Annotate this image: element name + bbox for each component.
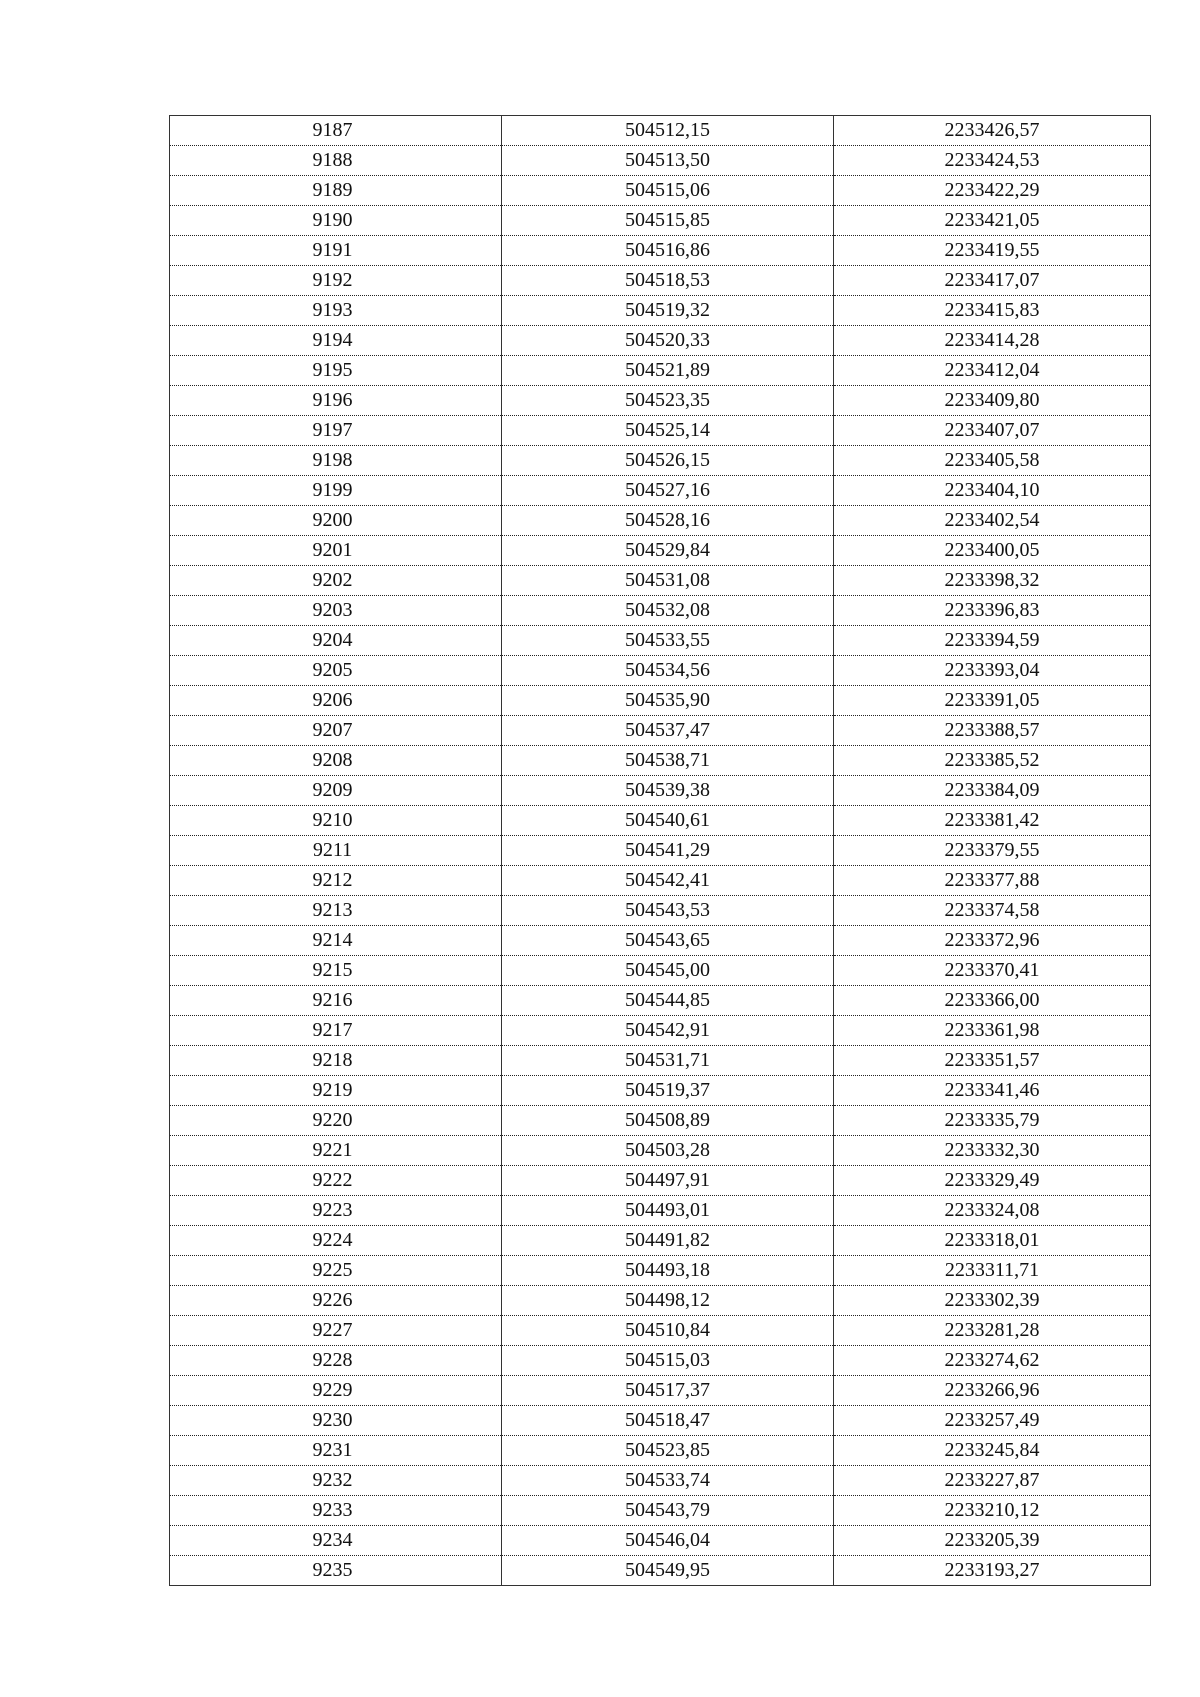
point-number-cell: 9220 [170, 1106, 502, 1136]
y-coordinate-cell: 2233311,71 [834, 1256, 1151, 1286]
point-number-cell: 9193 [170, 296, 502, 326]
y-coordinate-cell: 2233377,88 [834, 866, 1151, 896]
point-number-cell: 9194 [170, 326, 502, 356]
table-row [170, 176, 1151, 206]
y-coordinate-cell: 2233281,28 [834, 1316, 1151, 1346]
table-row [170, 806, 1151, 836]
table-row [170, 626, 1151, 656]
y-coordinate-cell: 2233421,05 [834, 206, 1151, 236]
y-coordinate-cell: 2233396,83 [834, 596, 1151, 626]
table-row [170, 116, 1151, 146]
y-coordinate-cell: 2233419,55 [834, 236, 1151, 266]
y-coordinate-cell: 2233318,01 [834, 1226, 1151, 1256]
table-row [170, 296, 1151, 326]
point-number-cell: 9232 [170, 1466, 502, 1496]
x-coordinate-cell: 504544,85 [502, 986, 834, 1016]
point-number-cell: 9225 [170, 1256, 502, 1286]
table-row [170, 1466, 1151, 1496]
y-coordinate-cell: 2233227,87 [834, 1466, 1151, 1496]
x-coordinate-cell: 504531,71 [502, 1046, 834, 1076]
x-coordinate-cell: 504523,35 [502, 386, 834, 416]
point-number-cell: 9222 [170, 1166, 502, 1196]
point-number-cell: 9209 [170, 776, 502, 806]
y-coordinate-cell: 2233398,32 [834, 566, 1151, 596]
y-coordinate-cell: 2233361,98 [834, 1016, 1151, 1046]
x-coordinate-cell: 504537,47 [502, 716, 834, 746]
y-coordinate-cell: 2233366,00 [834, 986, 1151, 1016]
point-number-cell: 9213 [170, 896, 502, 926]
x-coordinate-cell: 504498,12 [502, 1286, 834, 1316]
y-coordinate-cell: 2233391,05 [834, 686, 1151, 716]
point-number-cell: 9202 [170, 566, 502, 596]
x-coordinate-cell: 504543,65 [502, 926, 834, 956]
point-number-cell: 9229 [170, 1376, 502, 1406]
y-coordinate-cell: 2233414,28 [834, 326, 1151, 356]
table-row [170, 1286, 1151, 1316]
y-coordinate-cell: 2233205,39 [834, 1526, 1151, 1556]
x-coordinate-cell: 504538,71 [502, 746, 834, 776]
point-number-cell: 9210 [170, 806, 502, 836]
y-coordinate-cell: 2233426,57 [834, 116, 1151, 146]
y-coordinate-cell: 2233424,53 [834, 146, 1151, 176]
y-coordinate-cell: 2233372,96 [834, 926, 1151, 956]
point-number-cell: 9191 [170, 236, 502, 266]
x-coordinate-cell: 504516,86 [502, 236, 834, 266]
table-row [170, 416, 1151, 446]
x-coordinate-cell: 504541,29 [502, 836, 834, 866]
point-number-cell: 9203 [170, 596, 502, 626]
point-number-cell: 9228 [170, 1346, 502, 1376]
y-coordinate-cell: 2233370,41 [834, 956, 1151, 986]
table-row [170, 686, 1151, 716]
point-number-cell: 9234 [170, 1526, 502, 1556]
point-number-cell: 9189 [170, 176, 502, 206]
y-coordinate-cell: 2233412,04 [834, 356, 1151, 386]
x-coordinate-cell: 504518,47 [502, 1406, 834, 1436]
y-coordinate-cell: 2233394,59 [834, 626, 1151, 656]
y-coordinate-cell: 2233274,62 [834, 1346, 1151, 1376]
point-number-cell: 9216 [170, 986, 502, 1016]
y-coordinate-cell: 2233388,57 [834, 716, 1151, 746]
y-coordinate-cell: 2233379,55 [834, 836, 1151, 866]
x-coordinate-cell: 504493,18 [502, 1256, 834, 1286]
x-coordinate-cell: 504519,32 [502, 296, 834, 326]
table-row [170, 326, 1151, 356]
table-row [170, 506, 1151, 536]
y-coordinate-cell: 2233402,54 [834, 506, 1151, 536]
y-coordinate-cell: 2233332,30 [834, 1136, 1151, 1166]
point-number-cell: 9199 [170, 476, 502, 506]
x-coordinate-cell: 504542,41 [502, 866, 834, 896]
coordinates-table [169, 115, 1151, 1586]
x-coordinate-cell: 504491,82 [502, 1226, 834, 1256]
x-coordinate-cell: 504523,85 [502, 1436, 834, 1466]
x-coordinate-cell: 504493,01 [502, 1196, 834, 1226]
table-row [170, 1406, 1151, 1436]
point-number-cell: 9192 [170, 266, 502, 296]
point-number-cell: 9198 [170, 446, 502, 476]
table-row [170, 356, 1151, 386]
coordinates-table-body [170, 116, 1151, 1586]
x-coordinate-cell: 504540,61 [502, 806, 834, 836]
table-row [170, 866, 1151, 896]
table-row [170, 926, 1151, 956]
x-coordinate-cell: 504519,37 [502, 1076, 834, 1106]
x-coordinate-cell: 504525,14 [502, 416, 834, 446]
table-row [170, 1046, 1151, 1076]
table-row [170, 956, 1151, 986]
table-row [170, 476, 1151, 506]
y-coordinate-cell: 2233324,08 [834, 1196, 1151, 1226]
y-coordinate-cell: 2233407,07 [834, 416, 1151, 446]
y-coordinate-cell: 2233385,52 [834, 746, 1151, 776]
x-coordinate-cell: 504549,95 [502, 1556, 834, 1586]
table-row [170, 206, 1151, 236]
x-coordinate-cell: 504529,84 [502, 536, 834, 566]
table-row [170, 1316, 1151, 1346]
point-number-cell: 9214 [170, 926, 502, 956]
x-coordinate-cell: 504515,06 [502, 176, 834, 206]
point-number-cell: 9224 [170, 1226, 502, 1256]
point-number-cell: 9190 [170, 206, 502, 236]
x-coordinate-cell: 504527,16 [502, 476, 834, 506]
x-coordinate-cell: 504533,55 [502, 626, 834, 656]
table-row [170, 1436, 1151, 1466]
y-coordinate-cell: 2233422,29 [834, 176, 1151, 206]
y-coordinate-cell: 2233415,83 [834, 296, 1151, 326]
x-coordinate-cell: 504512,15 [502, 116, 834, 146]
table-row [170, 986, 1151, 1016]
table-row [170, 896, 1151, 926]
x-coordinate-cell: 504533,74 [502, 1466, 834, 1496]
x-coordinate-cell: 504543,79 [502, 1496, 834, 1526]
point-number-cell: 9188 [170, 146, 502, 176]
point-number-cell: 9217 [170, 1016, 502, 1046]
table-row [170, 1076, 1151, 1106]
x-coordinate-cell: 504543,53 [502, 896, 834, 926]
x-coordinate-cell: 504518,53 [502, 266, 834, 296]
y-coordinate-cell: 2233405,58 [834, 446, 1151, 476]
y-coordinate-cell: 2233210,12 [834, 1496, 1151, 1526]
point-number-cell: 9204 [170, 626, 502, 656]
point-number-cell: 9207 [170, 716, 502, 746]
y-coordinate-cell: 2233245,84 [834, 1436, 1151, 1466]
y-coordinate-cell: 2233381,42 [834, 806, 1151, 836]
y-coordinate-cell: 2233302,39 [834, 1286, 1151, 1316]
point-number-cell: 9233 [170, 1496, 502, 1526]
x-coordinate-cell: 504513,50 [502, 146, 834, 176]
table-row [170, 386, 1151, 416]
table-row [170, 1136, 1151, 1166]
table-row [170, 146, 1151, 176]
x-coordinate-cell: 504515,03 [502, 1346, 834, 1376]
x-coordinate-cell: 504546,04 [502, 1526, 834, 1556]
y-coordinate-cell: 2233404,10 [834, 476, 1151, 506]
table-row [170, 1196, 1151, 1226]
table-row [170, 536, 1151, 566]
point-number-cell: 9219 [170, 1076, 502, 1106]
table-row [170, 1496, 1151, 1526]
point-number-cell: 9206 [170, 686, 502, 716]
y-coordinate-cell: 2233257,49 [834, 1406, 1151, 1436]
table-row [170, 746, 1151, 776]
point-number-cell: 9201 [170, 536, 502, 566]
y-coordinate-cell: 2233329,49 [834, 1166, 1151, 1196]
x-coordinate-cell: 504517,37 [502, 1376, 834, 1406]
x-coordinate-cell: 504520,33 [502, 326, 834, 356]
y-coordinate-cell: 2233409,80 [834, 386, 1151, 416]
table-row [170, 1556, 1151, 1586]
point-number-cell: 9231 [170, 1436, 502, 1466]
x-coordinate-cell: 504508,89 [502, 1106, 834, 1136]
point-number-cell: 9235 [170, 1556, 502, 1586]
y-coordinate-cell: 2233341,46 [834, 1076, 1151, 1106]
point-number-cell: 9211 [170, 836, 502, 866]
table-row [170, 566, 1151, 596]
point-number-cell: 9205 [170, 656, 502, 686]
point-number-cell: 9223 [170, 1196, 502, 1226]
table-row [170, 716, 1151, 746]
point-number-cell: 9196 [170, 386, 502, 416]
x-coordinate-cell: 504535,90 [502, 686, 834, 716]
table-row [170, 236, 1151, 266]
point-number-cell: 9218 [170, 1046, 502, 1076]
x-coordinate-cell: 504532,08 [502, 596, 834, 626]
table-row [170, 1256, 1151, 1286]
point-number-cell: 9227 [170, 1316, 502, 1346]
table-row [170, 1376, 1151, 1406]
point-number-cell: 9212 [170, 866, 502, 896]
point-number-cell: 9200 [170, 506, 502, 536]
y-coordinate-cell: 2233400,05 [834, 536, 1151, 566]
point-number-cell: 9208 [170, 746, 502, 776]
point-number-cell: 9197 [170, 416, 502, 446]
y-coordinate-cell: 2233374,58 [834, 896, 1151, 926]
table-row [170, 656, 1151, 686]
y-coordinate-cell: 2233417,07 [834, 266, 1151, 296]
x-coordinate-cell: 504526,15 [502, 446, 834, 476]
x-coordinate-cell: 504503,28 [502, 1136, 834, 1166]
x-coordinate-cell: 504534,56 [502, 656, 834, 686]
table-row [170, 836, 1151, 866]
table-row [170, 446, 1151, 476]
point-number-cell: 9187 [170, 116, 502, 146]
x-coordinate-cell: 504497,91 [502, 1166, 834, 1196]
y-coordinate-cell: 2233351,57 [834, 1046, 1151, 1076]
x-coordinate-cell: 504545,00 [502, 956, 834, 986]
table-row [170, 776, 1151, 806]
table-row [170, 1346, 1151, 1376]
x-coordinate-cell: 504531,08 [502, 566, 834, 596]
table-row [170, 1106, 1151, 1136]
point-number-cell: 9226 [170, 1286, 502, 1316]
y-coordinate-cell: 2233266,96 [834, 1376, 1151, 1406]
x-coordinate-cell: 504539,38 [502, 776, 834, 806]
x-coordinate-cell: 504542,91 [502, 1016, 834, 1046]
point-number-cell: 9215 [170, 956, 502, 986]
point-number-cell: 9230 [170, 1406, 502, 1436]
table-row [170, 266, 1151, 296]
x-coordinate-cell: 504510,84 [502, 1316, 834, 1346]
table-row [170, 1226, 1151, 1256]
table-row [170, 1016, 1151, 1046]
point-number-cell: 9221 [170, 1136, 502, 1166]
y-coordinate-cell: 2233384,09 [834, 776, 1151, 806]
point-number-cell: 9195 [170, 356, 502, 386]
x-coordinate-cell: 504521,89 [502, 356, 834, 386]
table-row [170, 1166, 1151, 1196]
table-row [170, 1526, 1151, 1556]
y-coordinate-cell: 2233335,79 [834, 1106, 1151, 1136]
y-coordinate-cell: 2233393,04 [834, 656, 1151, 686]
x-coordinate-cell: 504515,85 [502, 206, 834, 236]
table-row [170, 596, 1151, 626]
x-coordinate-cell: 504528,16 [502, 506, 834, 536]
y-coordinate-cell: 2233193,27 [834, 1556, 1151, 1586]
